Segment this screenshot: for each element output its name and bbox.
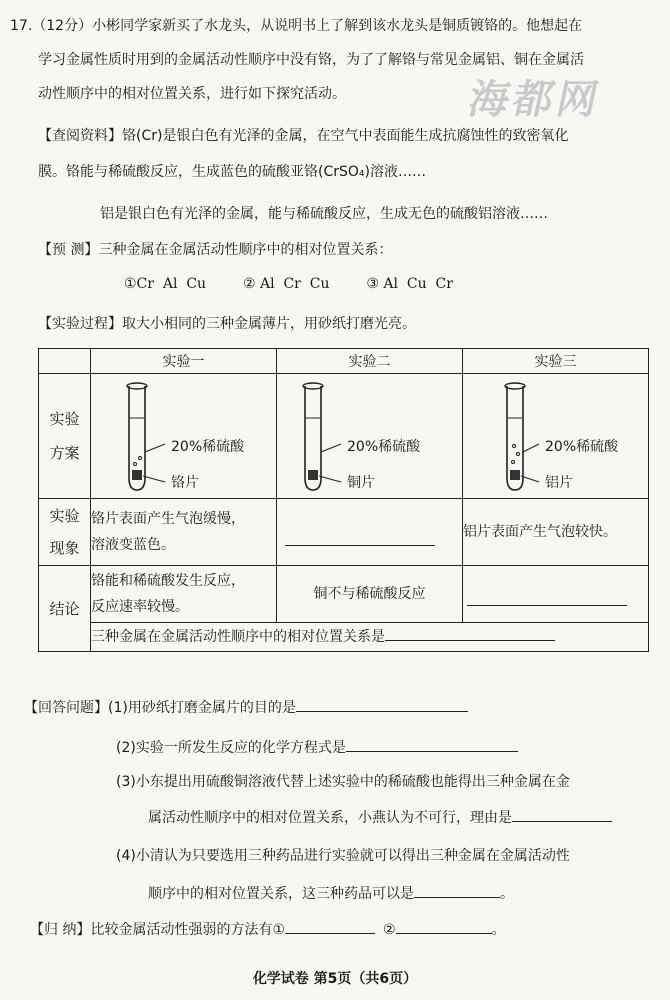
metal-label-aluminum: 铝片 [545, 475, 573, 491]
info-line3: 铝是银白色有光泽的金属，能与稀硫酸反应，生成无色的硫酸铝溶液…… [100, 206, 548, 222]
answer-q2-blank[interactable] [346, 736, 518, 752]
acid-label-3: 20%稀硫酸 [545, 439, 619, 455]
info-line1: 铬(Cr)是银白色有光泽的金属，在空气中表面能生成抗腐蚀性的致密氧化 [122, 128, 569, 144]
summary-mid: ② [383, 922, 396, 938]
row-label-plan-text: 实验方案 [49, 410, 80, 462]
answer-q3-text: 属活动性顺序中的相对位置关系，小燕认为不可行，理由是 [148, 810, 512, 826]
acid-label-2: 20%稀硫酸 [347, 439, 421, 455]
phenomenon-exp1-line2: 溶液变蓝色。 [91, 537, 175, 553]
process-text: 取大小相同的三种金属薄片，用砂纸打磨光亮。 [122, 316, 416, 332]
tube-diagram-copper [277, 374, 463, 499]
predict-option-2: ② Al Cr Cu [242, 276, 330, 292]
answer-q1-blank[interactable] [296, 696, 468, 712]
info-label: 【查阅资料】 [38, 128, 122, 144]
conclusion-exp1-line1: 铬能和稀硫酸发生反应， [91, 573, 245, 589]
experiment-table [38, 348, 649, 652]
phenomenon-exp3-text: 铝片表面产生气泡较快。 [463, 524, 617, 540]
answer-q4[interactable] [148, 882, 514, 904]
conclusion-exp1-line2: 反应速率较慢。 [91, 599, 189, 615]
metal-label-copper: 铜片 [347, 475, 375, 491]
table-corner [39, 349, 91, 374]
info-line2: 膜。铬能与稀硫酸反应，生成蓝色的硫酸亚铬(CrSO₄)溶液…… [38, 164, 426, 180]
question-intro-line3: 动性顺序中的相对位置关系，进行如下探究活动。 [38, 86, 346, 102]
info-section [38, 126, 568, 146]
conclusion-exp2: 铜不与稀硫酸反应 [277, 566, 463, 623]
row-label-conclusion: 结论 [39, 566, 91, 652]
predict-option-3: ③ Al Cu Cr [366, 276, 453, 292]
answer-q3[interactable] [148, 806, 612, 828]
metal-label-chromium: 铬片 [171, 475, 199, 491]
header-exp1: 实验一 [91, 349, 277, 374]
answer-q4-blank[interactable] [414, 882, 500, 898]
summary-text: 比较金属活动性强弱的方法有① [90, 922, 286, 938]
row-label-plan [39, 374, 91, 499]
summary-end: 。 [491, 922, 506, 938]
conclusion-exp3[interactable] [463, 566, 649, 623]
summary-blank-1[interactable] [285, 918, 375, 934]
conclusion-exp3-blank[interactable] [467, 604, 627, 606]
phenomenon-exp2-blank[interactable] [285, 544, 435, 546]
row-label-phenomenon-text: 实验现象 [49, 507, 80, 557]
answer-q2-text: (2)实验一所发生反应的化学方程式是 [116, 740, 346, 756]
summary-row-blank[interactable] [385, 625, 555, 641]
answer-q4-end: 。 [500, 886, 514, 902]
phenomenon-exp2[interactable] [277, 499, 463, 566]
question-intro-line2: 学习金属性质时用到的金属活动性顺序中没有铬，为了了解铬与常见金属铝、铜在金属活 [38, 52, 584, 68]
predict-options [124, 274, 453, 294]
watermark-logo: 海都网 [464, 76, 607, 123]
tube-diagram-chromium [91, 374, 277, 499]
answer-q3-line1: (3)小东提出用硫酸铜溶液代替上述实验中的稀硫酸也能得出三种金属在金 [116, 774, 570, 790]
predict-text: 三种金属在金属活动性顺序中的相对位置关系： [98, 242, 393, 258]
summary-section[interactable] [30, 918, 506, 940]
phenomenon-exp1-line1: 铬片表面产生气泡缓慢， [91, 511, 245, 527]
page-footer: 化学试卷 第5页（共6页） [252, 971, 418, 987]
summary-row-text: 三种金属在金属活动性顺序中的相对位置关系是 [91, 629, 385, 645]
summary-row[interactable] [91, 623, 649, 652]
phenomenon-exp1 [91, 499, 277, 566]
answer-q4-text: 顺序中的相对位置关系，这三种药品可以是 [148, 886, 414, 902]
process-section [38, 314, 416, 334]
process-label: 【实验过程】 [38, 316, 122, 332]
conclusion-exp1 [91, 566, 277, 623]
header-exp3: 实验三 [463, 349, 649, 374]
summary-blank-2[interactable] [396, 918, 492, 934]
acid-label-1: 20%稀硫酸 [171, 439, 245, 455]
answer-q3-blank[interactable] [512, 806, 612, 822]
header-exp2: 实验二 [277, 349, 463, 374]
answer-q1-text: (1)用砂纸打磨金属片的目的是 [108, 700, 296, 716]
answer-q2[interactable] [116, 736, 518, 758]
answers-label: 【回答问题】 [24, 700, 108, 716]
question-intro-line1: 17.（12分）小彬同学家新买了水龙头，从说明书上了解到该水龙头是铜质镀铬的。他想起在 [10, 18, 583, 34]
predict-option-1: ①Cr Al Cu [124, 276, 207, 292]
summary-label: 【归 纳】 [30, 922, 91, 938]
predict-label: 【预 测】 [38, 242, 99, 258]
row-label-phenomenon [39, 499, 91, 566]
answer-q4-line1: (4)小清认为只要选用三种药品进行实验就可以得出三种金属在金属活动性 [116, 848, 570, 864]
phenomenon-exp3 [463, 499, 649, 566]
predict-section [38, 240, 392, 260]
tube-diagram-aluminum [463, 374, 649, 499]
answer-q1[interactable] [24, 696, 468, 718]
